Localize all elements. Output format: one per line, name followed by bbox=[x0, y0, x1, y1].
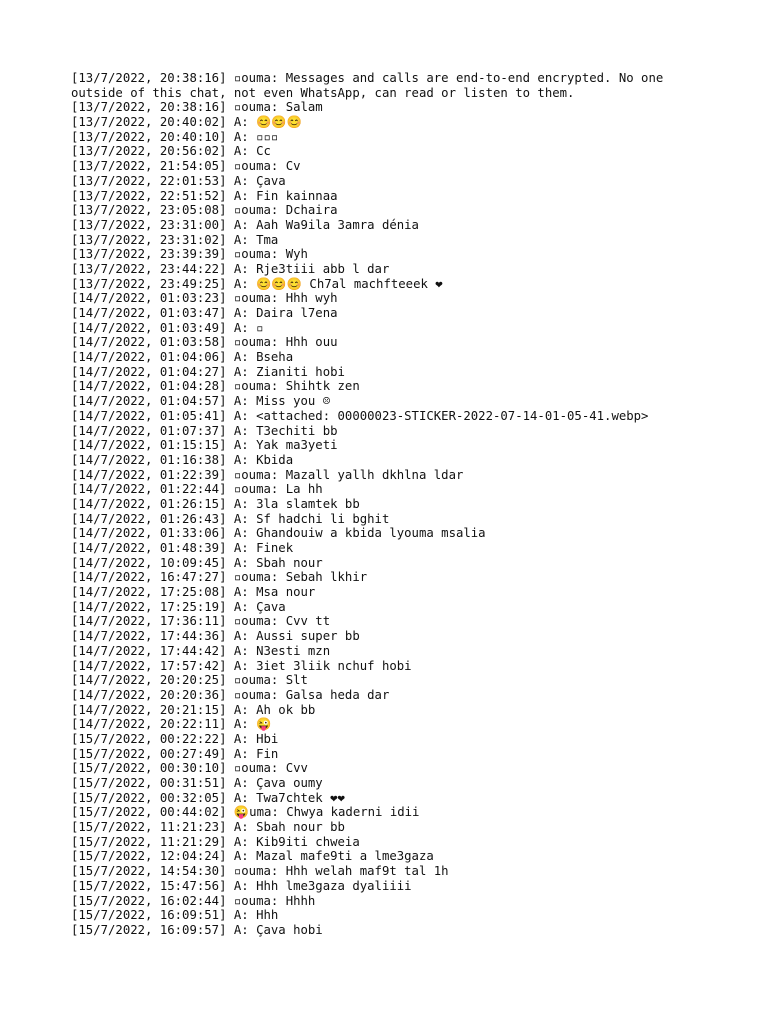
transcript-line: [15/7/2022, 00:31:51] A: Çava oumy bbox=[71, 776, 323, 790]
transcript-line: [14/7/2022, 01:05:41] A: <attached: 00000023-STICKER-2022-07-14-01-05-41.webp> bbox=[71, 408, 649, 423]
transcript-line: [15/7/2022, 12:04:24] A: Mazal mafe9ti a lme3gaza bbox=[71, 849, 434, 864]
transcript-line: [14/7/2022, 17:44:42] A: N3esti mzn bbox=[71, 643, 331, 658]
transcript-line: [13/7/2022, 20:40:10] A: ▫▫▫ bbox=[71, 129, 279, 144]
transcript-line: [14/7/2022, 01:03:58] ▫ouma: Hhh ouu bbox=[71, 335, 338, 350]
transcript-line: [14/7/2022, 20:20:25] ▫ouma: Slt bbox=[71, 673, 308, 688]
transcript-line: [14/7/2022, 10:09:45] A: Sbah nour bbox=[71, 555, 323, 570]
transcript-line: [15/7/2022, 15:47:56] A: Hhh lme3gaza dyaliiii bbox=[71, 878, 412, 893]
transcript-line: [13/7/2022, 23:39:39] ▫ouma: Wyh bbox=[71, 247, 308, 262]
transcript-line: [14/7/2022, 16:47:27] ▫ouma: Sebah lkhir bbox=[71, 570, 368, 585]
transcript-line: [14/7/2022, 17:44:36] A: Aussi super bb bbox=[71, 629, 360, 644]
transcript-line: [13/7/2022, 20:38:16] ▫ouma: Messages and calls are end-to-end encrypted. No one bbox=[71, 71, 664, 85]
transcript-line: [14/7/2022, 17:25:19] A: Çava bbox=[71, 599, 286, 614]
transcript-line: [15/7/2022, 14:54:30] ▫ouma: Hhh welah maf9t tal 1h bbox=[71, 864, 449, 879]
transcript-line: outside of this chat, not even WhatsApp, can read or listen to them. bbox=[71, 85, 575, 100]
transcript-line: [14/7/2022, 01:48:39] A: Finek bbox=[71, 541, 294, 555]
transcript-line: [15/7/2022, 00:44:02] 😜uma: Chwya kaderni idii bbox=[71, 805, 420, 820]
transcript-line: [14/7/2022, 20:21:15] A: Ah ok bb bbox=[71, 702, 316, 717]
transcript-line: [14/7/2022, 17:57:42] A: 3iet 3liik nchuf hobi bbox=[71, 658, 412, 673]
transcript-line: [13/7/2022, 23:31:02] A: Tma bbox=[71, 232, 279, 247]
transcript-line: [14/7/2022, 01:04:28] ▫ouma: Shihtk zen bbox=[71, 379, 360, 394]
transcript-line: [14/7/2022, 01:04:57] A: Miss you ☹ bbox=[71, 394, 331, 409]
transcript-line: [13/7/2022, 23:44:22] A: Rje3tiii abb l dar bbox=[71, 261, 390, 276]
transcript-line: [14/7/2022, 01:15:15] A: Yak ma3yeti bbox=[71, 438, 338, 453]
chat-transcript bbox=[71, 71, 751, 938]
transcript-line: [14/7/2022, 01:07:37] A: T3echiti bb bbox=[71, 423, 338, 438]
transcript-line: [13/7/2022, 22:01:53] A: Çava bbox=[71, 173, 286, 188]
transcript-line: [14/7/2022, 01:03:49] A: ▫ bbox=[71, 320, 264, 335]
transcript-line: [13/7/2022, 23:31:00] A: Aah Wa9ila 3amra dénia bbox=[71, 217, 419, 232]
transcript-line: [15/7/2022, 16:09:51] A: Hhh bbox=[71, 908, 279, 923]
transcript-line: [15/7/2022, 16:09:57] A: Çava hobi bbox=[71, 922, 323, 937]
transcript-line: [13/7/2022, 20:40:02] A: 😊😊😊 bbox=[71, 115, 303, 130]
transcript-line: [14/7/2022, 01:16:38] A: Kbida bbox=[71, 452, 294, 467]
transcript-line: [14/7/2022, 01:03:47] A: Daira l7ena bbox=[71, 306, 338, 320]
transcript-line: [15/7/2022, 00:22:22] A: Hbi bbox=[71, 731, 279, 746]
transcript-line: [15/7/2022, 11:21:23] A: Sbah nour bb bbox=[71, 820, 345, 835]
transcript-line: [15/7/2022, 00:30:10] ▫ouma: Cvv bbox=[71, 761, 308, 776]
transcript-line: [14/7/2022, 20:20:36] ▫ouma: Galsa heda dar bbox=[71, 687, 390, 702]
transcript-line: [14/7/2022, 17:36:11] ▫ouma: Cvv tt bbox=[71, 614, 331, 629]
transcript-line: [13/7/2022, 23:05:08] ▫ouma: Dchaira bbox=[71, 203, 338, 218]
transcript-line: [14/7/2022, 01:26:15] A: 3la slamtek bb bbox=[71, 496, 360, 511]
transcript-line: [14/7/2022, 17:25:08] A: Msa nour bbox=[71, 585, 316, 600]
transcript-line: [15/7/2022, 00:32:05] A: Twa7chtek ❤❤ bbox=[71, 790, 345, 805]
transcript-line: [14/7/2022, 20:22:11] A: 😜 bbox=[71, 717, 272, 732]
transcript-line: [13/7/2022, 20:38:16] ▫ouma: Salam bbox=[71, 100, 323, 115]
transcript-line: [14/7/2022, 01:33:06] A: Ghandouiw a kbida lyouma msalia bbox=[71, 526, 486, 541]
transcript-line: [14/7/2022, 01:04:27] A: Zianiti hobi bbox=[71, 364, 345, 379]
transcript-line: [13/7/2022, 23:49:25] A: 😊😊😊 Ch7al machfteeek ❤ bbox=[71, 276, 443, 291]
transcript-line: [14/7/2022, 01:22:39] ▫ouma: Mazall yallh dkhlna ldar bbox=[71, 467, 464, 482]
transcript-line: [13/7/2022, 20:56:02] A: Cc bbox=[71, 144, 271, 159]
transcript-line: [14/7/2022, 01:26:43] A: Sf hadchi li bghit bbox=[71, 511, 390, 526]
transcript-line: [14/7/2022, 01:22:44] ▫ouma: La hh bbox=[71, 482, 323, 497]
transcript-line: [13/7/2022, 21:54:05] ▫ouma: Cv bbox=[71, 159, 301, 174]
transcript-line: [15/7/2022, 11:21:29] A: Kib9iti chweia bbox=[71, 834, 360, 849]
transcript-line: [15/7/2022, 16:02:44] ▫ouma: Hhhh bbox=[71, 893, 316, 908]
transcript-line: [14/7/2022, 01:04:06] A: Bseha bbox=[71, 350, 294, 365]
transcript-line: [14/7/2022, 01:03:23] ▫ouma: Hhh wyh bbox=[71, 291, 338, 306]
transcript-line: [13/7/2022, 22:51:52] A: Fin kainnaa bbox=[71, 188, 338, 203]
transcript-line: [15/7/2022, 00:27:49] A: Fin bbox=[71, 746, 279, 761]
